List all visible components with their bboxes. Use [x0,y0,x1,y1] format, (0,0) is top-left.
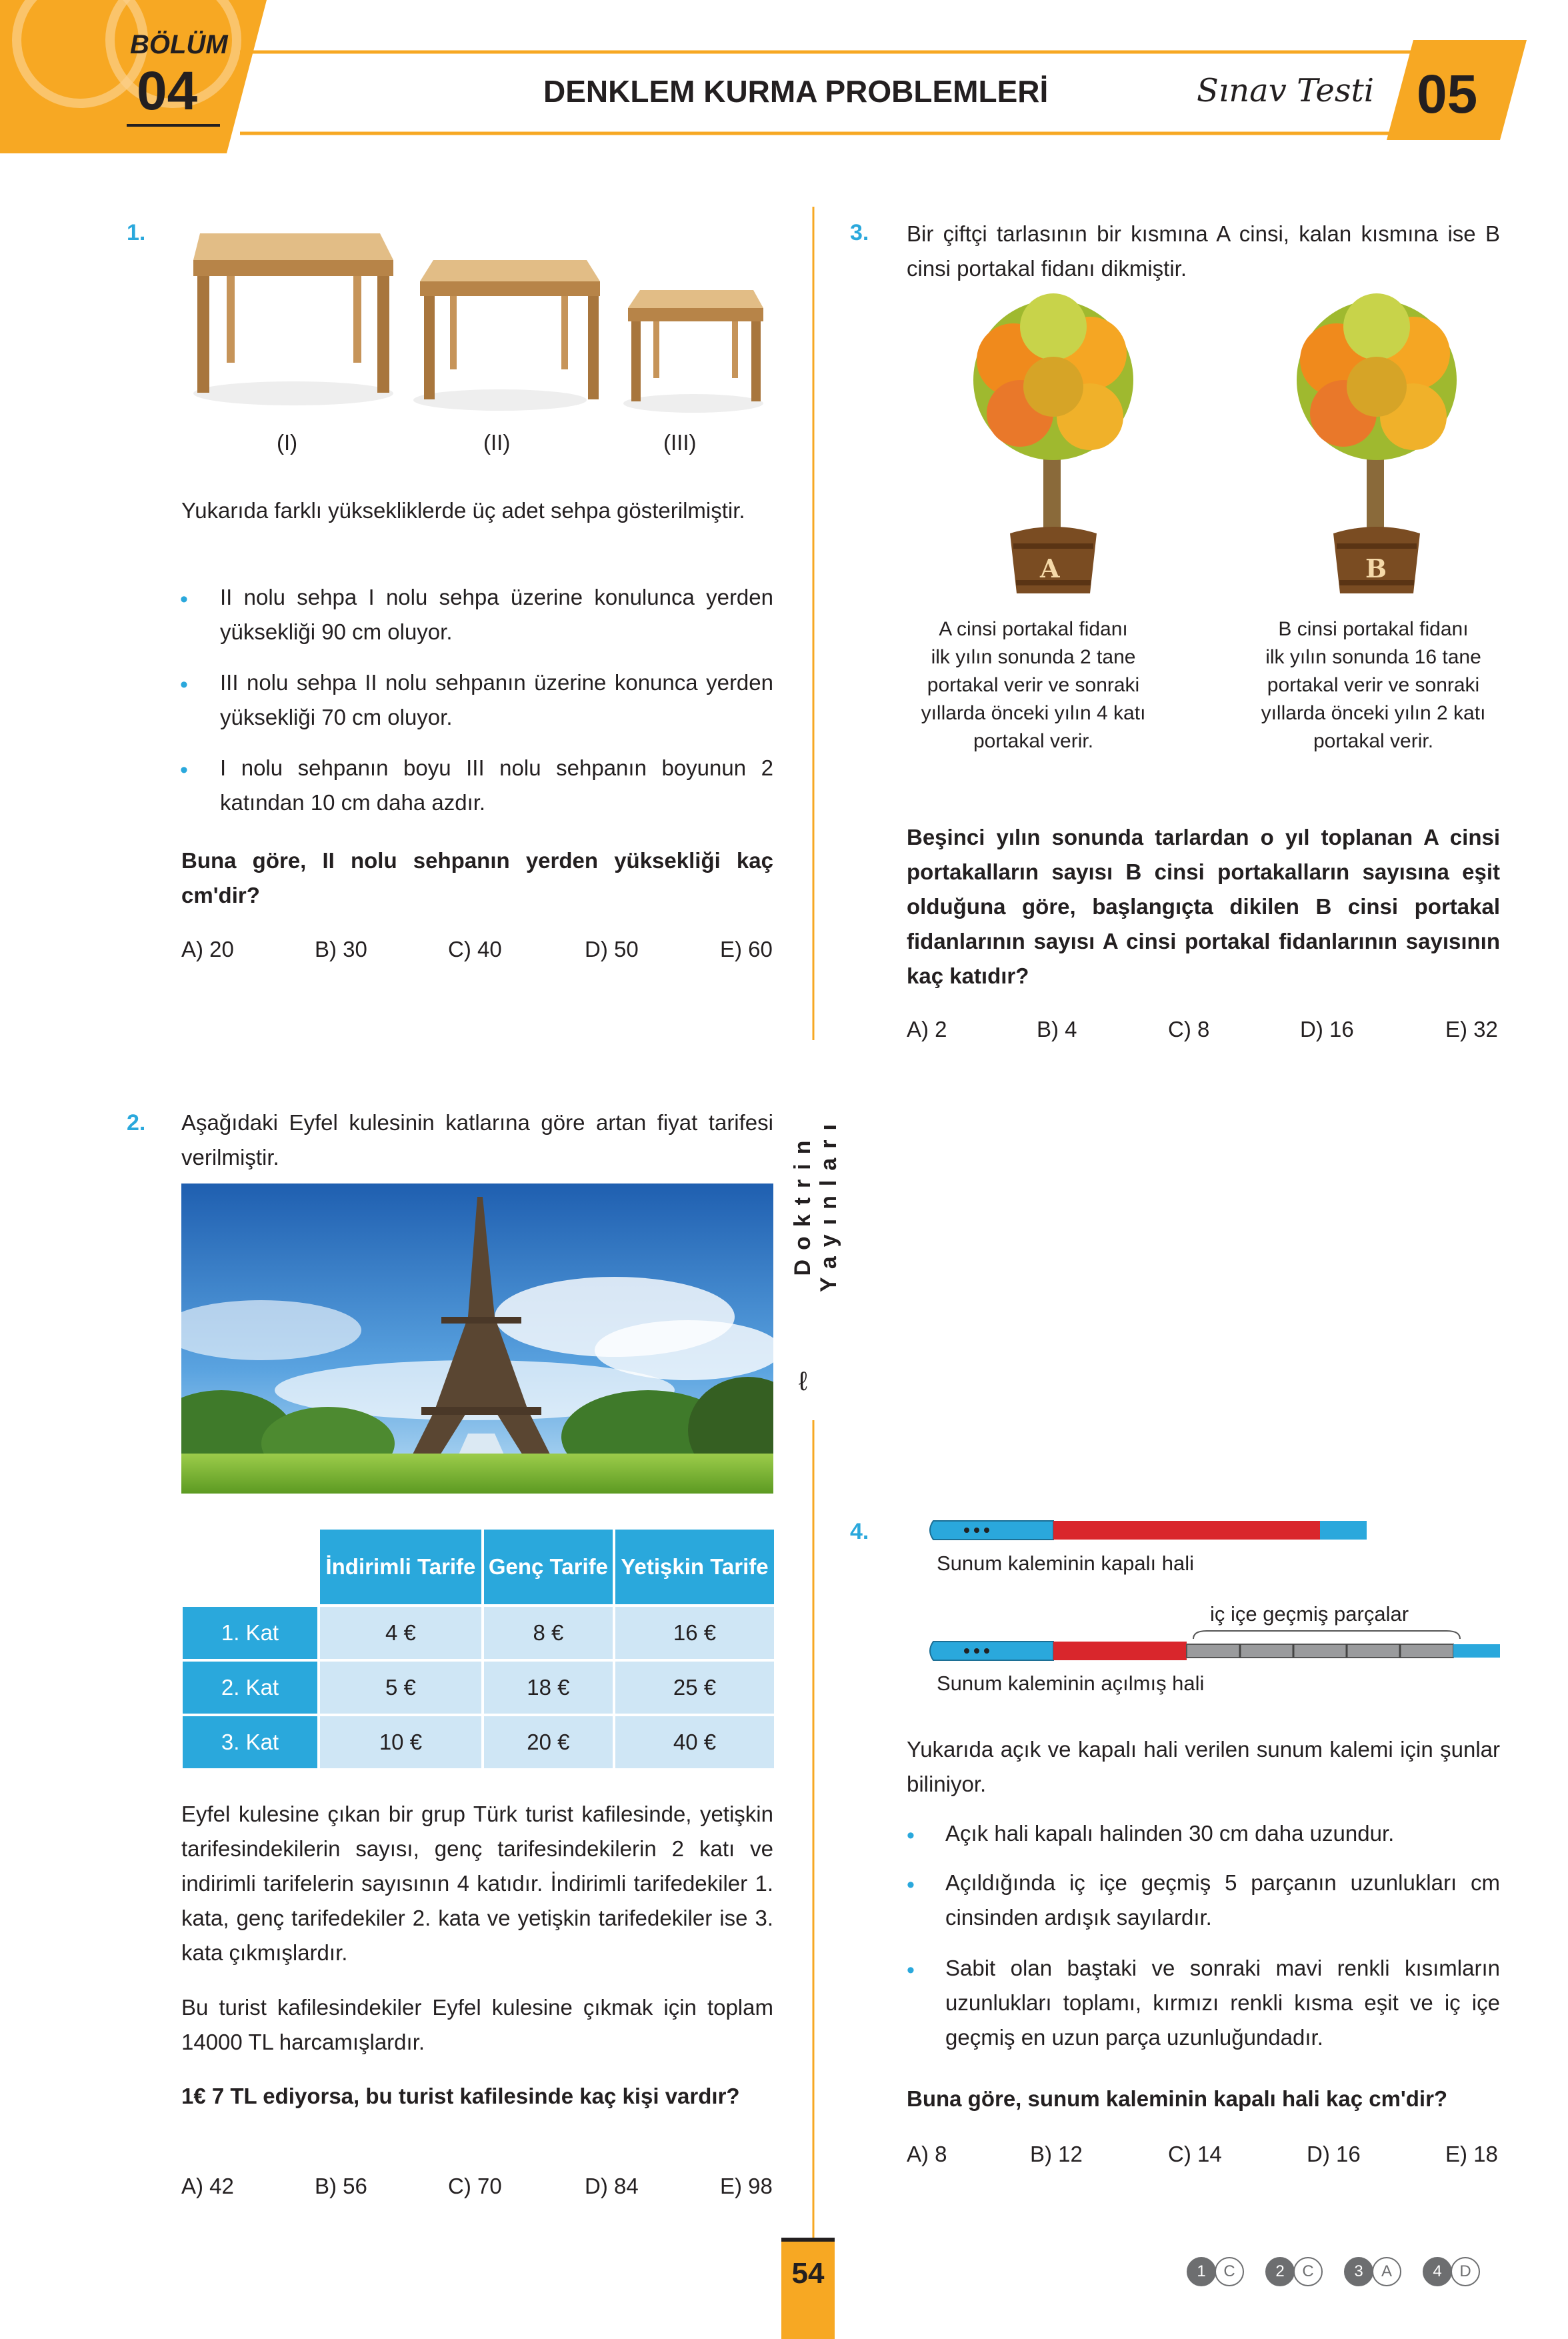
tree-a-caption [900,615,1167,755]
caption-line: yıllarda önceki yılın 2 katı [1261,702,1486,724]
answer-key-number: 3 [1344,2257,1373,2286]
q2-choice-e[interactable]: E) 98 [720,2174,773,2198]
q4-bullet-1: Açık hali kapalı halinden 30 cm daha uzundur. [945,1821,1395,1846]
q3-choice-e[interactable]: E) 32 [1445,1017,1498,1041]
pen-open-illustration [927,1627,1513,1667]
page-number-tab [781,2242,835,2339]
pen-open-label: Sunum kaleminin açılmış hali [937,1672,1205,1695]
table-label-1: (I) [277,430,298,455]
row-label: 2. Kat [183,1662,317,1714]
q3-choices [907,1017,1500,1050]
q1-number: 1. [127,220,146,245]
page-number-rule [781,2238,835,2242]
table-cell: 25 € [615,1662,774,1714]
tree-b-caption [1240,615,1507,755]
bullet-icon: • [907,1823,915,1848]
header-indirimli: İndirimli Tarife [320,1530,481,1604]
publisher-vertical-text: Doktrin Yayınları [790,1115,841,1292]
bolum-label: BÖLÜM [130,30,228,59]
bullet-icon: • [180,587,188,612]
test-number: 05 [1417,64,1478,125]
table-cell: 5 € [320,1662,481,1714]
table-row [183,1662,774,1714]
caption-line: portakal verir ve sonraki [1267,674,1480,696]
answer-key [1187,2257,1507,2289]
caption-line: portakal verir. [1313,730,1434,752]
caption-line: yıllarda önceki yılın 4 katı [921,702,1146,724]
q1-tables-illustration [180,220,780,420]
table-label-3: (III) [663,430,697,455]
table-cell: 4 € [320,1607,481,1659]
q4-intro: Yukarıda açık ve kapalı hali verilen sunum kalemi için şunlar biliniyor. [907,1737,1500,1796]
q2-choice-d[interactable]: D) 84 [585,2174,639,2198]
caption-line: ilk yılın sonunda 2 tane [931,646,1136,668]
table-cell: 8 € [484,1607,613,1659]
q2-number: 2. [127,1110,146,1135]
q4-number: 4. [850,1519,869,1544]
q2-choice-c[interactable]: C) 70 [448,2174,502,2198]
test-label: Sınav Testi [1197,72,1375,109]
bullet-icon: • [180,672,188,697]
q2-choice-b[interactable]: B) 56 [315,2174,367,2198]
header-yetiskin: Yetişkin Tarife [615,1530,774,1604]
q1-choice-c[interactable]: C) 40 [448,937,502,961]
q1-choice-b[interactable]: B) 30 [315,937,367,961]
price-table [180,1527,777,1771]
q1-choices [181,937,775,970]
q1-choice-d[interactable]: D) 50 [585,937,639,961]
q4-choice-a[interactable]: A) 8 [907,2142,947,2166]
q4-bullet-3: Sabit olan baştaki ve sonraki mavi renkli kısımların uzunlukları toplamı, kırmızı renkli kısma eşit ve iç içe geçmiş en uzun parça uzunluğundadır. [945,1956,1500,2050]
pen-closed-label: Sunum kaleminin kapalı hali [937,1552,1194,1575]
caption-line: portakal verir ve sonraki [927,674,1140,696]
q2-intro: Aşağıdaki Eyfel kulesinin katlarına göre artan fiyat tarifesi verilmiştir. [181,1110,773,1170]
q3-intro: Bir çiftçi tarlasının bir kısmına A cinsi, kalan kısmına ise B cinsi portakal fidanı dikmiştir. [907,221,1500,281]
q1-choice-e[interactable]: E) 60 [720,937,773,961]
q3-choice-b[interactable]: B) 4 [1037,1017,1077,1041]
q2-paragraph-1: Eyfel kulesine çıkan bir grup Türk turist kafilesinde, yetişkin tarifesindekilerin sayısı, genç tarifesindekilerin 2 katı ve indirimli tarifelerin sayısının 4 katıdır. İndirimli tarifedekiler 1. kata, genç tarifedekiler 2. kata ve yetişkin tarifedekiler ise 3. kata çıkmışlardır. [181,1802,773,1965]
answer-key-number: 4 [1423,2257,1452,2286]
q4-choice-b[interactable]: B) 12 [1030,2142,1083,2166]
answer-key-letter: C [1293,2257,1323,2286]
tree-b-illustration [1270,287,1483,593]
tree-b-label: B [1365,553,1387,583]
q2-choices [181,2174,775,2207]
q2-question: 1€ 7 TL ediyorsa, bu turist kafilesinde kaç kişi vardır? [181,2084,740,2108]
eiffel-tower-photo [181,1184,773,1494]
q1-bullet-2: III nolu sehpa II nolu sehpanın üzerine konunca yerden yüksekliği 70 cm oluyor. [220,670,773,729]
bullet-icon: • [907,1872,915,1898]
answer-key-number: 2 [1265,2257,1295,2286]
table-label-2: (II) [483,430,511,455]
header-genc: Genç Tarife [484,1530,613,1604]
page-title: DENKLEM KURMA PROBLEMLERİ [543,74,1049,109]
q3-choice-a[interactable]: A) 2 [907,1017,947,1041]
tree-a-illustration [947,287,1160,593]
caption-line: A cinsi portakal fidanı [939,618,1128,640]
q4-question: Buna göre, sunum kaleminin kapalı hali kaç cm'dir? [907,2086,1448,2111]
q1-bullet-1: II nolu sehpa I nolu sehpa üzerine konulunca yerden yüksekliği 90 cm oluyor. [220,585,773,644]
table-cell: 20 € [484,1716,613,1768]
table-cell: 10 € [320,1716,481,1768]
bullet-icon: • [907,1958,915,1983]
q1-bullet-3: I nolu sehpanın boyu III nolu sehpanın boyunun 2 katından 10 cm daha azdır. [220,755,773,815]
row-label: 1. Kat [183,1607,317,1659]
bullet-icon: • [180,757,188,783]
q3-choice-c[interactable]: C) 8 [1168,1017,1210,1041]
table-cell: 18 € [484,1662,613,1714]
page-number: 54 [791,2257,825,2290]
bolum-number: 04 [137,61,198,121]
table-row [183,1716,774,1768]
q4-choices [907,2142,1500,2175]
caption-line: ilk yılın sonunda 16 tane [1265,646,1481,668]
answer-key-letter: D [1451,2257,1480,2286]
answer-key-letter: C [1215,2257,1244,2286]
q4-choice-d[interactable]: D) 16 [1307,2142,1361,2166]
q2-choice-a[interactable]: A) 42 [181,2174,234,2198]
q1-intro: Yukarıda farklı yüksekliklerde üç adet sehpa gösterilmiştir. [181,498,745,523]
q1-question: Buna göre, II nolu sehpanın yerden yüksekliği kaç cm'dir? [181,848,773,907]
q4-bullet-2: Açıldığında iç içe geçmiş 5 parçanın uzunlukları cm cinsinden ardışık sayılardır. [945,1870,1500,1930]
q1-choice-a[interactable]: A) 20 [181,937,234,961]
row-label: 3. Kat [183,1716,317,1768]
q3-number: 3. [850,220,869,245]
answer-key-number: 1 [1187,2257,1216,2286]
caption-line: B cinsi portakal fidanı [1278,618,1469,640]
q4-choice-c[interactable]: C) 14 [1168,2142,1222,2166]
tree-a-label: A [1040,553,1060,583]
q3-question: Beşinci yılın sonunda tarlardan o yıl toplanan A cinsi portakalların sayısı B cinsi portakalların sayısına eşit olduğuna göre, başlangıçta dikilen B cinsi portakal fidanlarının sayısı A cinsi portakal fidanlarının sayısının kaç katıdır? [907,825,1500,988]
publisher-logo-icon: ℓ [799,1367,807,1396]
q4-choice-e[interactable]: E) 18 [1445,2142,1498,2166]
answer-key-letter: A [1372,2257,1401,2286]
table-corner [183,1530,317,1604]
table-cell: 16 € [615,1607,774,1659]
pen-closed-illustration [927,1517,1513,1544]
q2-paragraph-2: Bu turist kafilesindekiler Eyfel kulesine çıkmak için toplam 14000 TL harcamışlardır. [181,1995,773,2054]
nested-parts-label: iç içe geçmiş parçalar [1210,1602,1409,1626]
table-row [183,1607,774,1659]
table-cell: 40 € [615,1716,774,1768]
q3-choice-d[interactable]: D) 16 [1300,1017,1354,1041]
caption-line: portakal verir. [973,730,1094,752]
